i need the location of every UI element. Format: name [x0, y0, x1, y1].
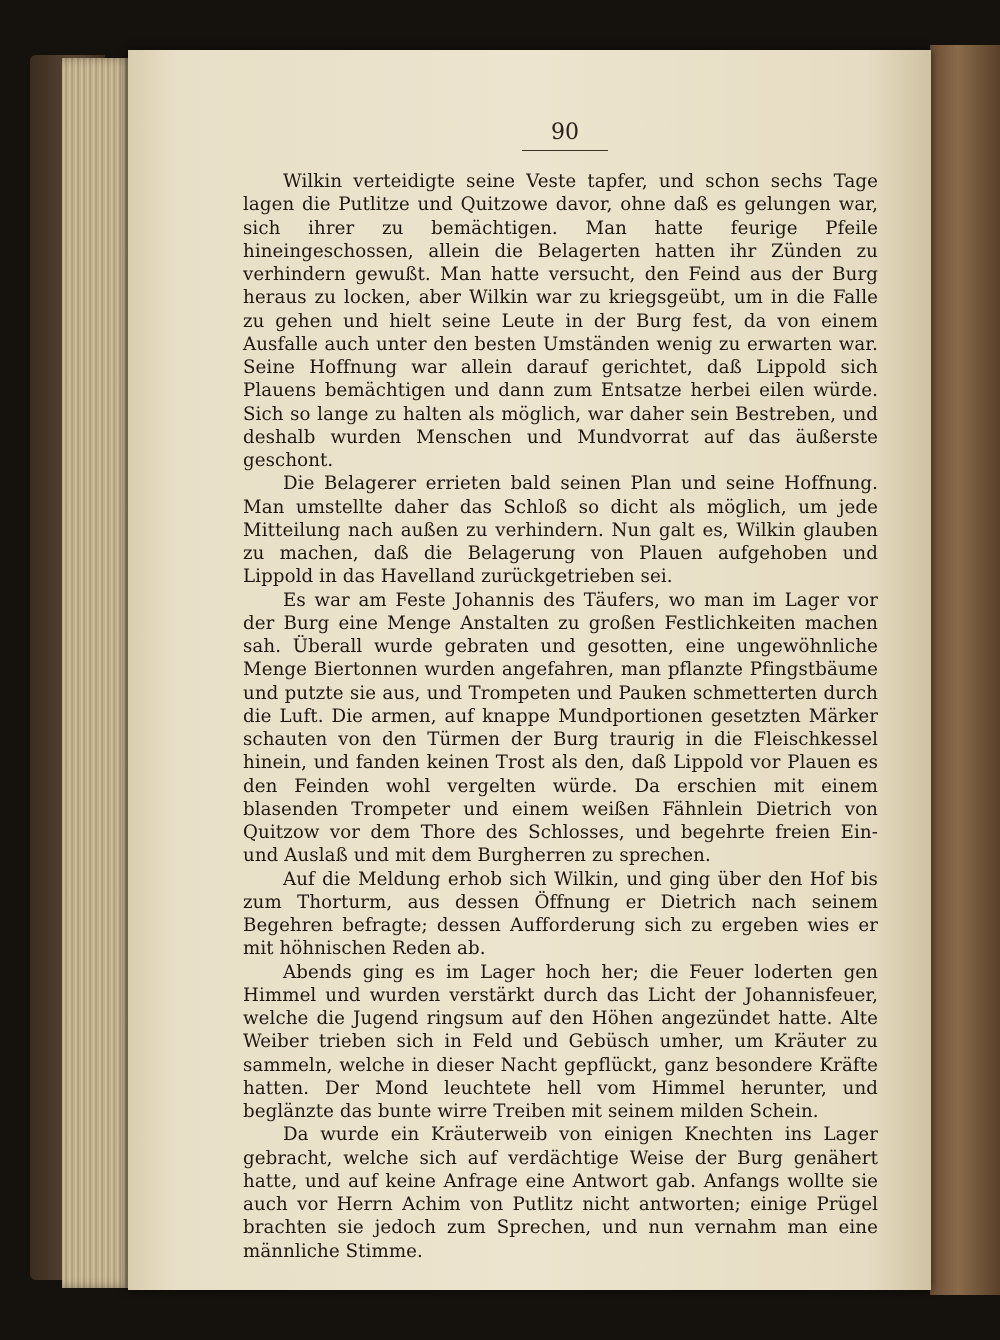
paragraph-3: Es war am Feste Johannis des Täufers, wo man im Lager vor der Burg eine Menge Anstalten zu großen Festlichkeiten machen sah. Überall wurde gebraten und gesotten, eine ungewöhnliche Menge Biertonnen wurden angefahren, man pflanzte Pfingstbäume und putzte sie aus, und Trompeten und Pauken schmetterten durch die Luft. Die armen, auf knappe Mundportionen gesetzten Märker schauten von den Türmen der Burg traurig in die Fleischkessel hinein, und fanden keinen Trost als den, daß Lippold vor Plauen es den Feinden wohl vergelten würde. Da erschien mit einem blasenden Trompeter und einem weißen Fähnlein Dietrich von Quitzow vor dem Thore des Schlosses, und begehrte freien Ein- und Auslaß und mit dem Burgherren zu sprechen. — [243, 589, 878, 867]
paragraph-2: Die Belagerer errieten bald seinen Plan und seine Hoffnung. Man umstellte daher das Schloß so dicht als möglich, um jede Mitteilung nach außen zu verhindern. Nun galt es, Wilkin glauben zu machen, daß die Belagerung von Plauen aufgehoben und Lippold in das Havelland zurückgetrieben sei. — [243, 473, 878, 588]
page-number: 90 — [551, 120, 579, 145]
page-edges — [62, 58, 132, 1288]
paragraph-1: Wilkin verteidigte seine Veste tapfer, und schon sechs Tage lagen die Putlitze und Quitzowe davor, ohne daß es gelungen war, sich ihrer zu bemächtigen. Man hatte feurige Pfeile hineingeschossen, allein die Belagerten hatten ihr Zünden zu verhindern gewußt. Man hatte versucht, den Feind aus der Burg heraus zu locken, aber Wilkin war zu kriegsgeübt, um in die Falle zu gehen und hielt seine Leute in der Burg fest, da von einem Ausfalle auch unter den besten Umständen wenig zu erwarten war. Seine Hoffnung war allein darauf gerichtet, daß Lippold sich Plauens bemächtigen und dann zum Entsatze herbei eilen würde. Sich so lange zu halten als möglich, war daher sein Bestreben, und deshalb wurden Menschen und Mundvorrat auf das äußerste geschont. — [243, 171, 878, 471]
paragraph-6: Da wurde ein Kräuterweib von einigen Knechten ins Lager gebracht, welche sich auf verdächtige Weise der Burg genähert hatte, und auf keine Anfrage eine Antwort gab. Anfangs wollte sie auch vor Herrn Achim von Putlitz nicht antworten; einige Prügel brachten sie jedoch zum Sprechen, und nun vernahm man eine männliche Stimme. — [243, 1124, 878, 1262]
paragraph-5: Abends ging es im Lager hoch her; die Feuer loderten gen Himmel und wurden verstärkt durch das Licht der Johannisfeuer, welche die Jugend ringsum auf den Höhen angezündet hatte. Alte Weiber trieben sich in Feld und Gebüsch umher, um Kräuter zu sammeln, welche in dieser Nacht gepflückt, ganz besondere Kräfte hatten. Der Mond leuchtete hell vom Himmel herunter, und beglänzte das bunte wirre Treiben mit seinem milden Schein. — [243, 961, 878, 1122]
paragraph-4: Auf die Meldung erhob sich Wilkin, und ging über den Hof bis zum Thorturm, aus dessen Öffnung er Dietrich nach seinem Begehren befragte; dessen Aufforderung sich zu ergeben wies er mit höhnischen Reden ab. — [243, 868, 878, 960]
body-text — [243, 170, 878, 1263]
page-number-rule — [522, 150, 608, 151]
book-spine-right — [930, 45, 1000, 1295]
